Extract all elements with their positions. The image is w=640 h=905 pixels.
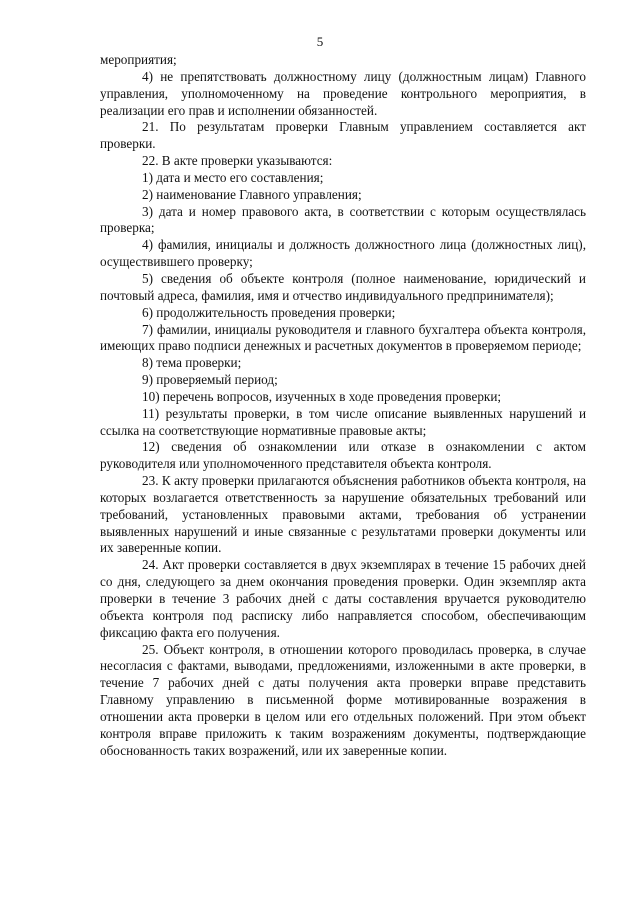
paragraph-22-item-10: 10) перечень вопросов, изученных в ходе проведения проверки; (142, 388, 502, 404)
paragraph-22-item-4: 4) фамилия, инициалы и должность должностного лица (должностных лиц), осуществившего проверку; (100, 237, 586, 270)
paragraph-22-item-6: 6) продолжительность проведения проверки; (142, 304, 396, 320)
paragraph-22-item-3: 3) дата и номер правового акта, в соответствии с которым осуществлялась проверка; (100, 203, 586, 236)
paragraph-22-item-12: 12) сведения об ознакомлении или отказе в ознакомлении с актом руководителя или уполномоченного представителя объекта контроля. (100, 439, 586, 472)
paragraph-22-item-2: 2) наименование Главного управления; (142, 186, 362, 202)
paragraph-22: 22. В акте проверки указываются: (142, 153, 333, 169)
paragraph-25: 25. Объект контроля, в отношении которого проводилась проверка, в случае несогласия с фактами, выводами, предложениями, изложенными в акте проверки, в течение 7 рабочих дней с даты получения акта проверки вправе представить Главному управлению в письменной форме мотивированные возражения в отношении акта проверки в целом или его отдельных положений. При этом объект контроля вправе приложить к таким возражениям документы, подтверждающие обоснованность таких возражений, или их заверенные копии. (100, 641, 586, 758)
paragraph-22-item-9: 9) проверяемый период; (142, 372, 278, 388)
page-number: 5 (316, 34, 324, 49)
document-body (100, 52, 586, 759)
paragraph-22-item-5: 5) сведения об объекте контроля (полное наименование, юридический и почтовый адреса, фамилия, имя и отчество индивидуального предпринимателя); (100, 270, 586, 303)
paragraph-22-item-11: 11) результаты проверки, в том числе описание выявленных нарушений и ссылка на соответствующие нормативные правовые акты; (100, 405, 586, 438)
paragraph-22-item-7: 7) фамилии, инициалы руководителя и главного бухгалтера объекта контроля, имеющих право подписи денежных и расчетных документов в проверяемом периоде; (100, 321, 586, 354)
paragraph-21: 21. По результатам проверки Главным управлением составляется акт проверки. (100, 119, 586, 152)
paragraph-continuation: мероприятия; (100, 52, 177, 67)
paragraph-23: 23. К акту проверки прилагаются объяснения работников объекта контроля, на которых возлагается ответственность за нарушение обязательных требований или требований, установленных правовыми актами, требования об устранении выявленных нарушений и иные связанные с результатами проверки документы или их заверенные копии. (100, 473, 586, 556)
paragraph-24: 24. Акт проверки составляется в двух экземплярах в течение 15 рабочих дней со дня, следующего за днем окончания проведения проверки. Один экземпляр акта проверки в течение 3 рабочих дней с даты составления вручается руководителю объекта контроля под расписку либо направляется способом, обеспечивающим фиксацию факта его получения. (100, 557, 586, 640)
paragraph-item-4: 4) не препятствовать должностному лицу (должностным лицам) Главного управления, уполномоченному на проведение контрольного мероприятия, в реализации его прав и исполнении обязанностей. (100, 68, 586, 118)
paragraph-22-item-1: 1) дата и место его составления; (142, 169, 324, 185)
paragraph-22-item-8: 8) тема проверки; (142, 355, 242, 371)
